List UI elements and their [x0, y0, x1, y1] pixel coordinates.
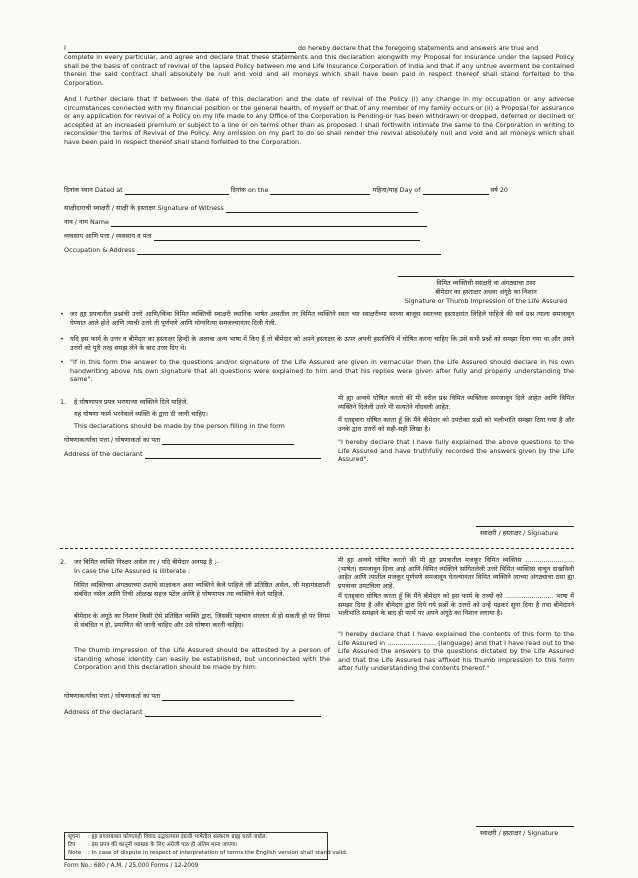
notice-row-1	[68, 834, 267, 841]
notice-text-2: : इस प्रपत्र की कानूनी व्याख्या के लिए अंग्रेजी पाठ ही अंतिम माना जाएगा।	[88, 842, 238, 848]
declaration-first-line	[64, 44, 538, 53]
section1-addr-blank-1[interactable]	[162, 438, 294, 445]
name-label: नाव / नाम Name	[64, 218, 109, 226]
witness-label: साक्षीदाराची स्वाक्षरी / साक्षी के हस्ताक्षर Signature of Witness	[64, 204, 224, 212]
notice-text-3: : In case of dispute in respect of interpretation of terms the English version shall stand valid.	[88, 850, 348, 856]
notice-row-2	[68, 842, 238, 849]
note-marathi: जर ह्या प्रपत्रातील प्रश्नांची उत्तरे आणि/किंवा विमित व्यक्तिची स्वाक्षरी स्थानिक भाषेत असतील तर विमित व्यक्तिने स्वतः च्या स्वाक्षरीच्या वरच्या बाजूस स्वतःच्या हस्ताक्षरांत लिहिले पाहिजे की सर्व प्रश्न त्याला समजावून घेण्यात आले होते आणि त्याची उत्तरे ती पूर्णपणे आणि योग्यरित्या समजल्यानंतर दिली गेली.	[70, 310, 574, 327]
note-bullet-2: •	[60, 335, 64, 343]
section1-addr-line-1	[64, 436, 294, 445]
declaration-i: I	[64, 44, 66, 52]
section1-addr-en: Address of the declarant	[64, 450, 143, 458]
section2-head-en: In case the Life Assured is illiterate :	[74, 567, 191, 575]
section2-right-hi: मैं एतद्द्वारा घोषित करता हूँ कि मैंने बीमेदार को इस फार्म के तथ्यों को ........................ भाषा में समझा दिया है और बीमेदार द्वारा दिये गये प्रश्नों के उत्तरों को उन्हें पढ़कर सुना दिया है तथा बीमेदारने भलीभांति समझने के बाद ही फार्म पर अपने अंगूठे का निशान लगाया है।	[338, 592, 574, 618]
section2-addr-blank-1[interactable]	[162, 694, 294, 701]
section2-number: 2.	[60, 558, 67, 566]
dated-at-blank[interactable]	[125, 188, 229, 195]
note-bullet-1: •	[60, 310, 64, 318]
section1-right-mr: मी ह्या अन्वये घोषित करतो की मी वरील प्रश्न विमित व्यक्तिला समजावून दिले आहेत आणि विमित व्यक्तिने दिलेली उत्तरे मी सत्यतेने नोंदवली आहेत.	[338, 394, 574, 411]
notice-label-2: टिप	[68, 842, 76, 848]
notice-box	[64, 832, 348, 860]
form-number-footer: Form No.: 680 / A.M. / 25,000 Forms / 12-2009	[64, 863, 199, 869]
day-of-label: महिना/माह Day of	[372, 186, 421, 194]
declaration-paragraph-1: complete in every particular, and agree and declare that these statements and this declaration alongwith my Proposal for Insurance under the lapsed Policy shall be the basis of contract of revival of the lapsed Policy between me and Life Insurance Corporation of India and that if any untrue averment be contained therein the said contract shall absolutely be null and void and all moneys which shall have been paid in respect thereof shall stand forfeited to the Corporation.	[64, 53, 574, 87]
sig-block-line-2: बीमेदार का हस्ताक्षर अथवा अंगूठे का निशान	[435, 288, 537, 296]
occupation-line-1	[64, 232, 420, 241]
sig-block-line-3: Signature or Thumb Impression of the Life Assured	[404, 297, 568, 305]
section2-right-en: "I hereby declare that I have explained the contents of this form to the Life Assured in ........................ (language) and that I have read out to the Life Assured the answers to the questions dictated by the Life Assured and that the Life Assured has affixed his thumb impression to this form after fully understanding the contents thereof."	[338, 630, 574, 673]
declarant-name-blank[interactable]	[68, 46, 296, 53]
section2-left-en: The thumb impression of the Life Assured should be attested by a person of standing whose identity can easily be established, but unconnected with the Corporation and this declaration should be made by him:	[74, 646, 330, 672]
section2-addr-line-1	[64, 692, 294, 701]
section1-addr-hi: घोषणाकर्त्याचा पत्ता / घोषणाकर्ता का पता	[64, 436, 161, 444]
notice-label-1: सूचना	[68, 834, 80, 840]
section2-addr-hi: घोषणाकर्त्याचा पत्ता / घोषणाकर्ता का पता	[64, 692, 161, 700]
life-assured-signature-line[interactable]	[398, 276, 574, 277]
year-label: वर्ष 20	[490, 186, 508, 194]
notice-row-3	[68, 850, 348, 857]
notice-label-3: Note	[68, 850, 82, 856]
sig-block-line-1: विमित व्यक्तिची स्वाक्षरी वा अंगठ्याचा ठसा	[436, 279, 536, 287]
section1-addr-blank-2[interactable]	[145, 452, 321, 459]
witness-line	[64, 204, 418, 213]
section2-left-hi: बीमेदार के अंगूठे का निशान किसी ऐसे प्रतिष्ठित व्यक्ति द्वारा, जिसकी पहचान सरलता से हो सकती हो पर निगम से संबंधित न हो, प्रमाणित की जानी चाहिए और उसे घोषणा करनी चाहिए।	[74, 612, 330, 629]
name-line	[64, 218, 427, 227]
section1-signature-label: स्वाक्षरी / हस्ताक्षर / Signature	[480, 529, 559, 537]
date-line	[64, 186, 508, 195]
section2-addr-blank-2[interactable]	[145, 710, 321, 717]
on-the-label: दिनांक on the	[230, 186, 269, 194]
declaration-paragraph-2: And I further declare that if between the date of this declaration and the date of revival of the Policy (i) any change in my occupation or any adverse circumstances connected with my financial position or the general health, of myself or that of any member of my family occurs or (ii) a Proposal for assurance or any application for revival of a Policy on my life made to any Office of the Corporation is Pending-or has been withdrawn or dropped, deferred or declined or accepted at an increased premium or subject to a line or on terms other than as proposed. I shall forthwith intimate the same to the Corporation in writing to reconsider the terms of Revival of the Policy. Any omission on my part to do so shall render the revival absolutely null and void and all moneys which shall have been paid in respect thereof shall stand forfeited to the Corporation.	[64, 95, 574, 146]
occupation-blank-1[interactable]	[154, 234, 420, 241]
note-english: "If in this form the answer to the questions and/or signature of the Life Assured are given in vernacular then the Life Assured should declare in his own handwriting above his own signature that all questions were explained to him and that his replies were given after fully and properly understanding the same".	[70, 358, 574, 384]
section1-left-mr: हे घोषणापत्र प्रपत्र भरणाऱ्या व्यक्तिने दिले पाहिजे.	[74, 398, 189, 406]
declaration-line1-tail: do hereby declare that the foregoing statements and answers are true and	[297, 44, 539, 52]
section2-head-mr: जर विमित व्यक्ति निरक्षर असेल तर / यदि बीमेदार अनपढ़ है :-	[74, 558, 219, 566]
note-hindi: यदि इस फार्म के उत्तर व बीमेदार का हस्ताक्षर हिन्दी के अलावा अन्य भाषा में किए हैं तो बीमेदार को अपने हस्ताक्षर के ऊपर अपनी हस्तलिपि में घोषित करना चाहिए कि उसे सभी प्रश्नों को समझा दिया गया था और उसने उत्तरों को पूरी तरह समझ लेने के बाद उत्तर दिए थे।	[70, 335, 574, 352]
section-divider	[60, 548, 574, 549]
section1-addr-line-2	[64, 450, 321, 459]
section1-signature-line[interactable]	[476, 526, 574, 527]
occupation-line-2	[64, 246, 441, 255]
section2-addr-line-2	[64, 708, 321, 717]
on-the-blank[interactable]	[270, 188, 370, 195]
section1-number: 1.	[60, 398, 67, 406]
section1-left-en: This declarations should be made by the person filling in the form	[74, 422, 285, 430]
occupation-hi-label: व्यवसाय आणि पत्ता / व्यवसाय व पता	[64, 232, 152, 240]
section1-left-hi: यह घोषणा फार्म भरनेवाले व्यक्ति के द्वारा दी जानी चाहिए।	[74, 410, 208, 418]
notice-text-1: : ह्या प्रपत्राबाबत कोणताही विवाद उद्भवल्यास इंग्रजी भाषेतील संस्करण ग्राह्य धरले जाईल.	[88, 834, 268, 840]
section1-right-hi: मैं एतद्द्वारा घोषित करता हूँ कि मैंने बीमेदार को उपरोक्त प्रश्नों को भलीभांति समझा दिया गया है और उनके द्वारा उत्तरों को सही-सही लिखा है।	[338, 416, 574, 433]
witness-blank[interactable]	[226, 206, 418, 213]
dated-at-label: दिनांक स्थान Dated at	[64, 186, 123, 194]
name-blank[interactable]	[111, 220, 427, 227]
section1-right-en: "I hereby declare that I have fully explained the above questions to the Life Assured and have truthfully recorded the answers given by the Life Assured".	[338, 438, 574, 464]
occupation-blank-2[interactable]	[137, 248, 441, 255]
section2-signature-label: स्वाक्षरी / हस्ताक्षर / Signature	[480, 829, 559, 837]
note-bullet-3: •	[60, 358, 64, 366]
section2-left-mr: विमित व्यक्तिच्या अंगठ्याच्या ठशांचे साक्षांकन अशा व्यक्तिने केले पाहिजे जी प्रतिष्ठित असेल, जी महामंडळाशी संबंधित नसेल आणि तिची ओळख सहज पटेल आणि हे घोषणापत्र त्या व्यक्तिने केले पाहिजे.	[74, 581, 330, 598]
occupation-en-label: Occupation & Address	[64, 246, 135, 254]
section2-right-mr: मी ह्या अन्वये घोषित करतो की मी ह्या प्रपत्रातील मजकूर विमित व्यक्तिस ........................ (भाषेत) समजावून दिला आहे आणि विमित व्यक्तिने सांगितलेली उत्तरे विमित व्यक्तिस वाचून दाखविली आहेत आणि त्यातील मजकूर पूर्णपणे समजावून घेतल्यानंतर विमित व्यक्तिने त्याच्या अंगठ्याचा ठसा ह्या प्रपत्रावर उमटविला आहे.	[338, 556, 574, 590]
section2-signature-line[interactable]	[476, 826, 574, 827]
section2-addr-en: Address of the declarant	[64, 708, 143, 716]
day-of-blank[interactable]	[423, 188, 489, 195]
